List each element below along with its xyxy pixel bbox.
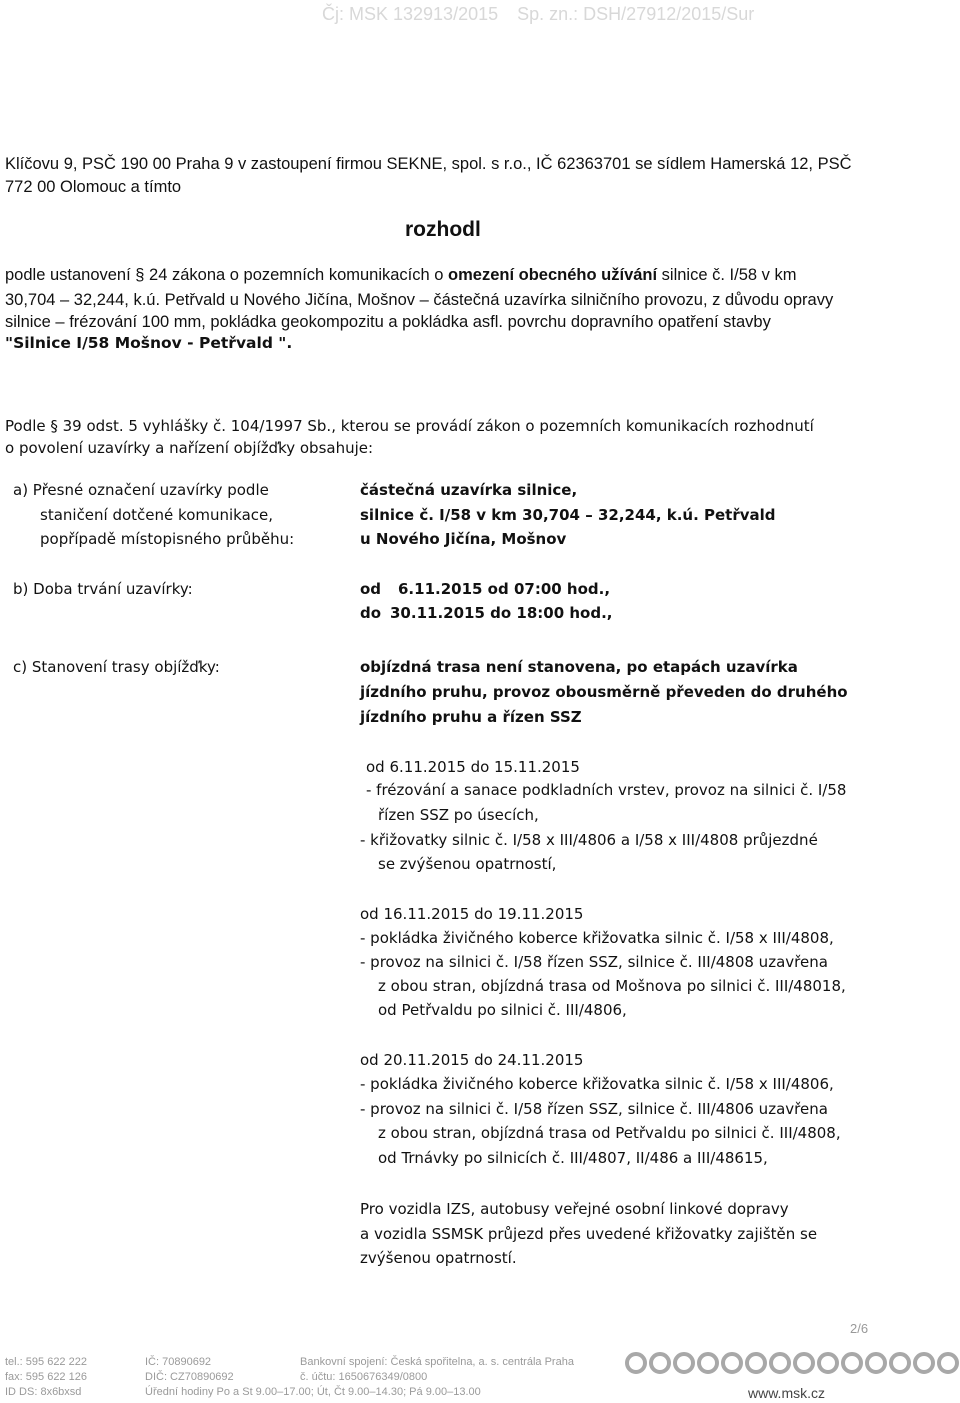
phase-2-date: od 16.11.2015 do 19.11.2015 <box>360 905 584 923</box>
legal-basis-line-1 <box>5 417 814 435</box>
section-a-value-3: u Nového Jičína, Mošnov <box>360 530 567 548</box>
phase-1-line-3: - křižovatky silnic č. I/58 x III/4806 a I/58 x III/4808 průjezdné <box>360 831 818 849</box>
detour-line-1: objízdná trasa není stanovena, po etapách uzavírka <box>360 658 798 676</box>
footer-website[interactable]: www.msk.cz <box>748 1385 825 1401</box>
duration-to-value: 30.11.2015 do 18:00 hod., <box>390 604 613 622</box>
footer-bank: Bankovní spojení: Česká spořitelna, a. s. centrála Praha <box>300 1356 574 1368</box>
phase-2-line-3: z obou stran, objízdná trasa od Mošnova po silnici č. III/48018, <box>378 977 846 995</box>
decision-text: podle ustanovení § 24 zákona o pozemních komunikacích o <box>5 266 449 284</box>
footer-dic: DIČ: CZ70890692 <box>145 1371 234 1383</box>
section-a-label-3: popřípadě místopisného průběhu: <box>40 530 295 548</box>
phase-3-line-4: od Trnávky po silnicích č. III/4807, II/486 a III/48615, <box>378 1149 768 1167</box>
footer-phone: tel.: 595 622 222 <box>5 1356 87 1368</box>
section-c-label: c) Stanovení trasy objížďky: <box>13 658 220 676</box>
phase-2-line-1: - pokládka živičného koberce křižovatka silnic č. I/58 x III/4808, <box>360 929 834 947</box>
intro-line-2: 772 00 Olomouc a tímto <box>5 178 182 196</box>
section-a-value-2: silnice č. I/58 v km 30,704 – 32,244, k.ú. Petřvald <box>360 506 776 524</box>
decision-line-1 <box>5 266 796 285</box>
phase-1-line-1: - frézování a sanace podkladních vrstev, provoz na silnici č. I/58 <box>366 781 847 799</box>
detour-line-2: jízdního pruhu, provoz obousměrně převeden do druhého <box>360 683 848 701</box>
reference-number: Čj: MSK 132913/2015 <box>322 4 499 24</box>
intro-line-1: Klíčovu 9, PSČ 190 00 Praha 9 v zastoupení firmou SEKNE, spol. s r.o., IČ 62363701 se sídlem Hamerská 12, PSČ <box>5 155 852 173</box>
page-number: 2/6 <box>850 1321 869 1336</box>
footer-data-box: ID DS: 8x6bxsd <box>5 1386 82 1398</box>
decision-heading: rozhodl <box>405 218 481 241</box>
project-name: "Silnice I/58 Mošnov - Petřvald ". <box>5 334 293 352</box>
ivzs-line-3: zvýšenou opatrností. <box>360 1249 517 1267</box>
section-a-value-1: částečná uzavírka silnice, <box>360 481 578 499</box>
decision-text-tail: silnice č. I/58 v km <box>657 266 797 284</box>
footer-ic: IČ: 70890692 <box>145 1356 212 1368</box>
phase-1-line-4: se zvýšenou opatrností, <box>378 855 557 873</box>
phase-3-line-3: z obou stran, objízdná trasa od Petřvaldu po silnici č. III/4808, <box>378 1124 841 1142</box>
section-a-label-2: staničení dotčené komunikace, <box>40 506 274 524</box>
section-b-label: b) Doba trvání uzavírky: <box>13 580 193 598</box>
section-a-label-1: a) Přesné označení uzavírky podle <box>13 481 269 499</box>
phase-3-line-1: - pokládka živičného koberce křižovatka silnic č. I/58 x III/4806, <box>360 1075 834 1093</box>
phase-2-line-4: od Petřvaldu po silnici č. III/4806, <box>378 1001 627 1019</box>
phase-1-line-2: řízen SSZ po úsecích, <box>378 806 539 824</box>
legal-basis-reference: Podle § 39 odst. 5 vyhlášky č. 104/1997 Sb. <box>5 417 332 435</box>
duration-to-key: do <box>360 604 382 622</box>
duration-from-value: 6.11.2015 od 07:00 hod., <box>398 580 611 598</box>
file-number: Sp. zn.: DSH/27912/2015/Sur <box>517 4 755 24</box>
phase-3-line-2: - provoz na silnici č. I/58 řízen SSZ, silnice č. III/4806 uzavřena <box>360 1100 828 1118</box>
detour-line-3: jízdního pruhu a řízen SSZ <box>360 708 582 726</box>
phase-1-date: od 6.11.2015 do 15.11.2015 <box>366 758 580 776</box>
footer-office-hours: Úřední hodiny Po a St 9.00–17.00; Út, Čt 9.00–14.30; Pá 9.00–13.00 <box>145 1386 481 1398</box>
ivzs-line-1: Pro vozidla IZS, autobusy veřejné osobní linkové dopravy <box>360 1200 789 1218</box>
decision-line-2: 30,704 – 32,244, k.ú. Petřvald u Nového Jičína, Mošnov – částečná uzavírka silničního provozu, z důvodu opravy <box>5 291 834 309</box>
legal-basis-text: , kterou se provádí zákon o pozemních komunikacích rozhodnutí <box>331 417 814 435</box>
phase-3-date: od 20.11.2015 do 24.11.2015 <box>360 1051 584 1069</box>
legal-basis-line-2: o povolení uzavírky a nařízení objížďky obsahuje: <box>5 439 374 457</box>
msk-region-logo-icon <box>622 1349 960 1377</box>
ivzs-line-2: a vozidla SSMSK průjezd přes uvedené křižovatky zajištěn se <box>360 1225 818 1243</box>
footer-account: č. účtu: 1650676349/0800 <box>300 1371 428 1383</box>
decision-line-3: silnice – frézování 100 mm, pokládka geokompozitu a pokládka asfl. povrchu dopravního opatření stavby <box>5 313 771 331</box>
document-header <box>322 4 768 25</box>
duration-from-key: od <box>360 580 382 598</box>
phase-2-line-2: - provoz na silnici č. I/58 řízen SSZ, silnice č. III/4808 uzavřena <box>360 953 828 971</box>
decision-emphasis: omezení obecného užívání <box>448 266 658 284</box>
footer-fax: fax: 595 622 126 <box>5 1371 87 1383</box>
